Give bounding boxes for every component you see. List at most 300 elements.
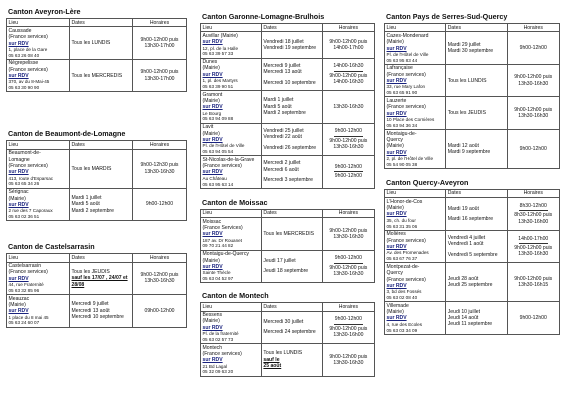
schedule-table [384, 23, 560, 169]
header-lieu: Lieu [385, 189, 446, 197]
hours-cell [507, 302, 560, 335]
section-title: Canton Garonne-Lomagne-Brulhois [202, 12, 325, 21]
schedule-table [200, 23, 375, 189]
hours-cell [507, 230, 560, 263]
date-line: Mardi 29 juillet [447, 41, 481, 48]
hours-line: 13h30-16h30 [144, 278, 175, 285]
location-name: Lomagne [8, 156, 30, 163]
header-dates: Dates [446, 24, 507, 32]
table-row [7, 27, 187, 60]
dates-cell [261, 91, 322, 124]
schedule-table [6, 253, 187, 327]
header-lieu: Lieu [7, 254, 70, 262]
location-address: 1 place du 8 mai 45 [8, 314, 49, 320]
dates-cell [446, 97, 507, 130]
dates-cell [261, 218, 322, 251]
location-cell [7, 149, 70, 188]
hours-line: 9h00-12h00 puis [514, 275, 553, 282]
date-line: Tous les MERCREDIS [263, 230, 315, 237]
hours-line: 13h30-16h30 [518, 80, 549, 87]
location-name: Caussade [8, 27, 32, 34]
rdv-label: sur RDV [8, 201, 29, 208]
hours-line: 9h00-12h00 puis [140, 36, 179, 43]
location-name: (Mairie) [202, 97, 220, 104]
hours-cell [133, 27, 187, 60]
date-line: Jeudi 10 juillet [447, 308, 481, 315]
hours-cell [322, 250, 374, 283]
location-address: 05 63 32 85 96 [8, 287, 40, 293]
hours-line: 13h30-16h00 [518, 218, 549, 225]
table-row [7, 295, 187, 328]
date-line: Vendredi 26 septembre [263, 144, 317, 151]
date-line: Mardi 5 août [71, 201, 100, 208]
hours-line: 13h30-16h15 [518, 282, 549, 289]
hours-separator [519, 243, 548, 244]
date-line: Vendredi 25 juillet [263, 127, 304, 134]
location-name: (Mairie) [202, 65, 220, 72]
location-address: 05 63 39 57 33 [202, 51, 234, 57]
dates-cell [70, 149, 133, 188]
table-row [201, 311, 375, 344]
date-line: Mardi 9 septembre [447, 148, 491, 155]
hours-line: 9h00-12h00 puis [140, 272, 179, 279]
location-name: Montpezat-de- [386, 263, 420, 270]
hours-cell [133, 149, 187, 188]
hours-cell [507, 263, 560, 302]
location-cell [7, 59, 70, 92]
location-cell [385, 130, 446, 169]
location-address: 05 32 09 63 20 [202, 369, 234, 375]
section-quercy-aveyron [384, 178, 560, 335]
location-address: 370, av du 8-Mai-45 [8, 79, 50, 85]
location-address: 44, rue Fraternité [8, 282, 44, 288]
hours-line: 09h00-12h00 [144, 307, 175, 314]
location-cell [7, 262, 70, 295]
date-line: Vendredi 5 septembre [447, 251, 498, 258]
date-line: Vendredi 1 août [447, 241, 484, 248]
date-line: Mercredi 30 juillet [263, 318, 304, 325]
column-right [384, 0, 560, 335]
rdv-label: sur RDV [202, 71, 223, 78]
location-address: 05 63 31 35 06 [386, 223, 418, 229]
location-name: (Mairie) [386, 309, 404, 316]
dates-cell [446, 263, 507, 302]
date-line: Mercredi 9 juillet [263, 62, 301, 69]
location-cell [7, 188, 70, 221]
hours-line: 9h00-12h00 puis [329, 72, 368, 79]
rdv-label: sur RDV [386, 149, 407, 156]
hours-cell [507, 97, 560, 130]
hours-line: 14h00-17h00 [333, 44, 364, 51]
header-lieu: Lieu [201, 24, 262, 32]
location-name: (Mairie) [202, 318, 220, 325]
hours-separator [334, 71, 363, 72]
location-cell [385, 198, 446, 231]
location-name: (France services) [386, 276, 426, 283]
hours-cell [322, 218, 374, 251]
rdv-label: sur RDV [202, 136, 223, 143]
header-horaires: Horaires [322, 303, 374, 311]
location-name: Molières [386, 231, 406, 238]
date-line: Jeudi 25 septembre [447, 282, 493, 289]
location-name: Montech [202, 344, 223, 351]
date-line: Mercredi 9 juillet [71, 301, 109, 308]
date-line: Mercredi 10 septembre [71, 314, 124, 321]
table-row [201, 218, 375, 251]
location-name: Dunes [202, 59, 218, 66]
header-row [7, 254, 187, 262]
date-line: Jeudi 14 août [447, 314, 479, 321]
location-cell [201, 344, 262, 377]
location-name: (France services) [202, 350, 242, 357]
hours-line: 9h00-12h00 [145, 201, 174, 208]
section-title: Canton Aveyron-Lère [8, 7, 81, 16]
date-line: Vendredi 19 septembre [263, 44, 317, 51]
hours-line: 14h00-16h30 [333, 63, 364, 70]
hours-line: 9h00-12h00 [519, 314, 547, 321]
location-address: 05 63 39 90 51 [202, 83, 234, 89]
header-horaires: Horaires [322, 209, 374, 217]
table-row [201, 32, 375, 58]
header-dates: Dates [261, 209, 322, 217]
location-name: Nègrepelisse [8, 60, 39, 67]
location-cell [385, 263, 446, 302]
hours-line: 9h00-12h00 puis [329, 264, 368, 271]
location-cell [201, 250, 262, 283]
dates-cell [70, 262, 133, 295]
location-address: Le Bourg [202, 110, 222, 116]
location-cell [385, 32, 446, 65]
location-address: 1, pl. des Martyrs [202, 78, 238, 84]
hours-line: 9h00-12h00 puis [329, 137, 368, 144]
location-cell [7, 295, 70, 328]
header-dates: Dates [70, 254, 133, 262]
rdv-label: sur RDV [8, 275, 29, 282]
date-line: Mardi 1 juillet [71, 194, 102, 201]
table-row [7, 59, 187, 92]
hours-line: 13h30-16h30 [333, 233, 364, 240]
date-line: Mardi 16 septembre [447, 216, 494, 223]
rdv-label: sur RDV [386, 110, 407, 117]
date-line: Mardi 12 août [447, 142, 479, 149]
location-cell [201, 91, 262, 124]
location-address: 05 63 65 91 90 [386, 90, 418, 96]
hours-line: 13h30-16h30 [333, 103, 364, 110]
header-horaires: Horaires [322, 24, 374, 32]
location-name: (France services) [202, 163, 242, 170]
location-name: (Mairie) [202, 257, 220, 264]
location-cell [201, 218, 262, 251]
dates-cell [261, 156, 322, 189]
location-name: (France services) [8, 163, 48, 170]
date-line: Mardi 5 août [263, 103, 292, 110]
dates-cell [261, 344, 322, 377]
column-middle [200, 0, 375, 377]
location-address: 3, bd des Fossés [386, 289, 422, 295]
hours-cell [322, 311, 374, 344]
table-row [385, 230, 560, 263]
hours-cell [322, 32, 374, 58]
location-address: 2, pl. de l'Hôtel de Ville [386, 155, 434, 161]
column-left [6, 0, 187, 328]
location-name: Auvillar (Mairie) [202, 32, 238, 39]
location-name: (France services) [8, 269, 48, 276]
location-cell [201, 311, 262, 344]
date-line: Tous les LUNDIS [71, 39, 111, 46]
location-address: 413, route d'Esparsac [8, 175, 54, 181]
hours-line: 9h00-12h00 [519, 145, 547, 152]
date-line: Mercredi 24 septembre [263, 329, 316, 336]
section-montech [200, 291, 375, 376]
header-row [385, 189, 560, 197]
header-lieu: Lieu [201, 209, 262, 217]
header-row [201, 24, 375, 32]
table-row [385, 130, 560, 169]
hours-line: 13h30-17h00 [144, 43, 175, 50]
location-address: 05 63 03 34 09 [386, 327, 418, 333]
location-cell [385, 230, 446, 263]
hours-separator [334, 171, 363, 172]
hours-line: 14h00-17h00 [518, 235, 549, 242]
location-address: Sainte Thècle [202, 270, 231, 276]
hours-line: 9h00-12h00 [334, 173, 362, 180]
header-row [201, 209, 375, 217]
table-row [385, 302, 560, 335]
hours-line: 9h00-12h00 puis [140, 69, 179, 76]
hours-cell [507, 64, 560, 97]
location-name: L'Honor-de-Cos [386, 198, 423, 205]
location-address: 05 63 04 52 97 [202, 275, 234, 281]
schedule-table [6, 18, 187, 92]
rdv-label: sur RDV [386, 244, 407, 251]
hours-cell [507, 198, 560, 231]
hours-line: 9h00-12h00 [334, 164, 362, 171]
location-name: (Mairie) [8, 302, 26, 309]
table-row [201, 58, 375, 91]
hours-line: 13h30-16h30 [333, 144, 364, 151]
hours-cell [133, 262, 187, 295]
location-name: St-Nicolas-de-la-Grave [202, 156, 255, 163]
dates-cell [70, 188, 133, 221]
location-address: Pl. de la fraternité [202, 331, 239, 337]
section-title: Canton de Castelsarrasin [8, 242, 95, 252]
location-name: (France Services) [202, 224, 243, 231]
header-lieu: Lieu [7, 19, 70, 27]
location-cell [7, 27, 70, 60]
hours-cell [507, 130, 560, 169]
location-address: 33, rue Mary Lafon [386, 84, 426, 90]
hours-separator [334, 136, 363, 137]
section-pays-serres [384, 12, 560, 169]
header-row [385, 24, 560, 32]
header-row [201, 303, 375, 311]
location-address: Pl. de l'Hôtel de Ville [202, 143, 245, 149]
date-line: Mercredi 13 août [263, 69, 302, 76]
date-line: Mercredi 13 août [71, 307, 110, 314]
location-address: 05 63 24 60 07 [8, 320, 40, 326]
date-line: Jeudi 28 août [447, 275, 479, 282]
rdv-label: sur RDV [386, 315, 407, 322]
rdv-label: sur RDV [202, 39, 223, 46]
rdv-label: sur RDV [202, 231, 223, 238]
date-line: Mardi 19 août [447, 205, 479, 212]
hours-separator [519, 210, 548, 211]
section-title: Canton de Montech [202, 291, 269, 301]
date-exception: 25 août [263, 363, 282, 370]
dates-cell [261, 250, 322, 283]
dates-cell [261, 311, 322, 344]
date-line: Mardi 2 septembre [71, 207, 114, 214]
date-line: Jeudi 11 septembre [447, 321, 493, 328]
header-horaires: Horaires [133, 141, 187, 149]
location-name: Bessens [202, 312, 223, 319]
hours-cell [133, 59, 187, 92]
location-address: 09 70 21 44 82 [202, 243, 234, 249]
dates-cell [261, 32, 322, 58]
location-name: Castelsarrasin [8, 263, 42, 270]
rdv-label: sur RDV [386, 78, 407, 85]
section-title: Canton Quercy-Aveyron [386, 177, 469, 187]
rdv-label: sur RDV [8, 308, 29, 315]
date-line: Mardi 30 septembre [447, 48, 494, 55]
date-exception: 28/08 [71, 281, 85, 288]
rdv-label: sur RDV [8, 73, 29, 80]
hours-cell [322, 58, 374, 91]
table-row [7, 188, 187, 221]
location-name: (France services) [386, 71, 426, 78]
date-line: Jeudi 17 juillet [263, 258, 296, 265]
header-dates: Dates [261, 303, 322, 311]
hours-cell [322, 123, 374, 156]
location-name: Cazes-Mondenard [386, 32, 429, 39]
location-cell [201, 156, 262, 189]
schedule-table [200, 209, 375, 283]
location-name: (France services) [8, 34, 48, 41]
header-dates: Dates [446, 189, 507, 197]
rdv-label: sur RDV [202, 104, 223, 111]
table-row [385, 97, 560, 130]
section-beaumont [6, 129, 187, 221]
date-line: Mercredi 2 juillet [263, 160, 301, 167]
dates-cell [70, 295, 133, 328]
location-address: 35, ch. du four [386, 217, 416, 223]
rdv-label: sur RDV [202, 357, 223, 364]
date-line: Mercredi 3 septembre [263, 177, 313, 184]
hours-cell [322, 344, 374, 377]
date-line: Mardi 1 juillet [263, 97, 294, 104]
rdv-label: sur RDV [202, 263, 223, 270]
location-name: Sérignac [8, 189, 29, 196]
hours-line: 13h30-16h30 [144, 168, 175, 175]
hours-line: 9h00-12h00 puis [329, 227, 368, 234]
hours-line: 8h30-12h00 puis [514, 212, 553, 219]
hours-separator [334, 263, 363, 264]
location-address: 05 63 26 08 40 [8, 52, 40, 58]
section-title: Canton de Beaumont-de-Lomagne [8, 129, 126, 139]
location-address: 05 63 94 05 54 [202, 148, 234, 154]
date-line: Vendredi 18 juillet [263, 38, 304, 45]
hours-line: 9h00-12h00 puis [329, 353, 368, 360]
date-line: Vendredi 4 juillet [447, 235, 486, 242]
section-aveyron-lere [6, 7, 187, 92]
location-name: (France services) [8, 66, 48, 73]
header-lieu: Lieu [7, 141, 70, 149]
section-title: Canton de Moissac [202, 197, 268, 207]
rdv-label: sur RDV [386, 211, 407, 218]
hours-line: 9h00-12h00 [519, 44, 547, 51]
date-line: Jeudi 18 septembre [263, 268, 309, 275]
location-name: Quercy [386, 270, 403, 277]
date-line: Mercredi 6 août [263, 166, 299, 173]
table-row [201, 156, 375, 189]
hours-line: 13h30-16h30 [333, 359, 364, 366]
hours-line: 8h30-12h00 [519, 203, 547, 209]
table-row [385, 64, 560, 97]
location-name: Montaigu-de-Quercy [202, 251, 249, 258]
location-address: 187 av. Dr Rouanet [202, 237, 242, 243]
location-cell [385, 302, 446, 335]
location-name: (Mairie) [202, 130, 220, 137]
location-cell [201, 123, 262, 156]
location-name: Beaumont-de- [8, 150, 41, 157]
date-line: Mercredi 10 septembre [263, 79, 316, 86]
header-lieu: Lieu [201, 303, 262, 311]
hours-line: 9h00-12h00 puis [329, 38, 368, 45]
location-address: 05 63 02 57 73 [202, 336, 234, 342]
header-dates: Dates [70, 19, 133, 27]
hours-line: 13h30-16h30 [518, 251, 549, 258]
location-cell [385, 97, 446, 130]
location-address: Pl. de l'Hôtel de Ville [386, 51, 429, 57]
table-row [385, 32, 560, 65]
location-address: 12, pl. de la Halle [202, 45, 238, 51]
location-name: (Mairie) [386, 205, 404, 212]
location-address: 05 63 02 36 51 [8, 214, 40, 220]
dates-cell [70, 27, 133, 60]
header-horaires: Horaires [133, 19, 187, 27]
location-address: 1, place de la Gare [8, 46, 48, 52]
location-name: Quercy [386, 136, 403, 143]
location-address: 05 54 90 05 38 [386, 161, 418, 167]
location-address: 10 Place des Cornières [386, 117, 435, 123]
location-address: 05 63 65 34 26 [8, 181, 40, 187]
location-name: Villemade [386, 302, 409, 309]
date-line: Tous les JEUDIS [447, 110, 486, 117]
hours-line: 14h00-16h30 [333, 79, 364, 85]
hours-line: 9h00-12h30 puis [140, 162, 179, 169]
location-name: Moissac [202, 218, 222, 225]
location-name: Lafrançaise [386, 65, 413, 72]
date-exception: sauf les 17/07 , 24/07 et [71, 275, 128, 282]
hours-cell [133, 295, 187, 328]
hours-line: 13h30-17h00 [144, 75, 175, 82]
section-garonne [200, 12, 375, 189]
section-castelsarrasin [6, 242, 187, 327]
table-row [7, 262, 187, 295]
location-address: 05 63 30 90 90 [8, 85, 40, 91]
dates-cell [446, 230, 507, 263]
header-dates: Dates [261, 24, 322, 32]
header-row [7, 19, 187, 27]
table-row [7, 149, 187, 188]
rdv-label: sur RDV [202, 169, 223, 176]
dates-cell [446, 32, 507, 65]
date-exception: sauf le [263, 356, 280, 363]
table-row [201, 91, 375, 124]
hours-line: 9h00-12h00 [334, 255, 362, 262]
hours-line: 13h30-16h30 [333, 271, 364, 278]
table-row [201, 344, 375, 377]
